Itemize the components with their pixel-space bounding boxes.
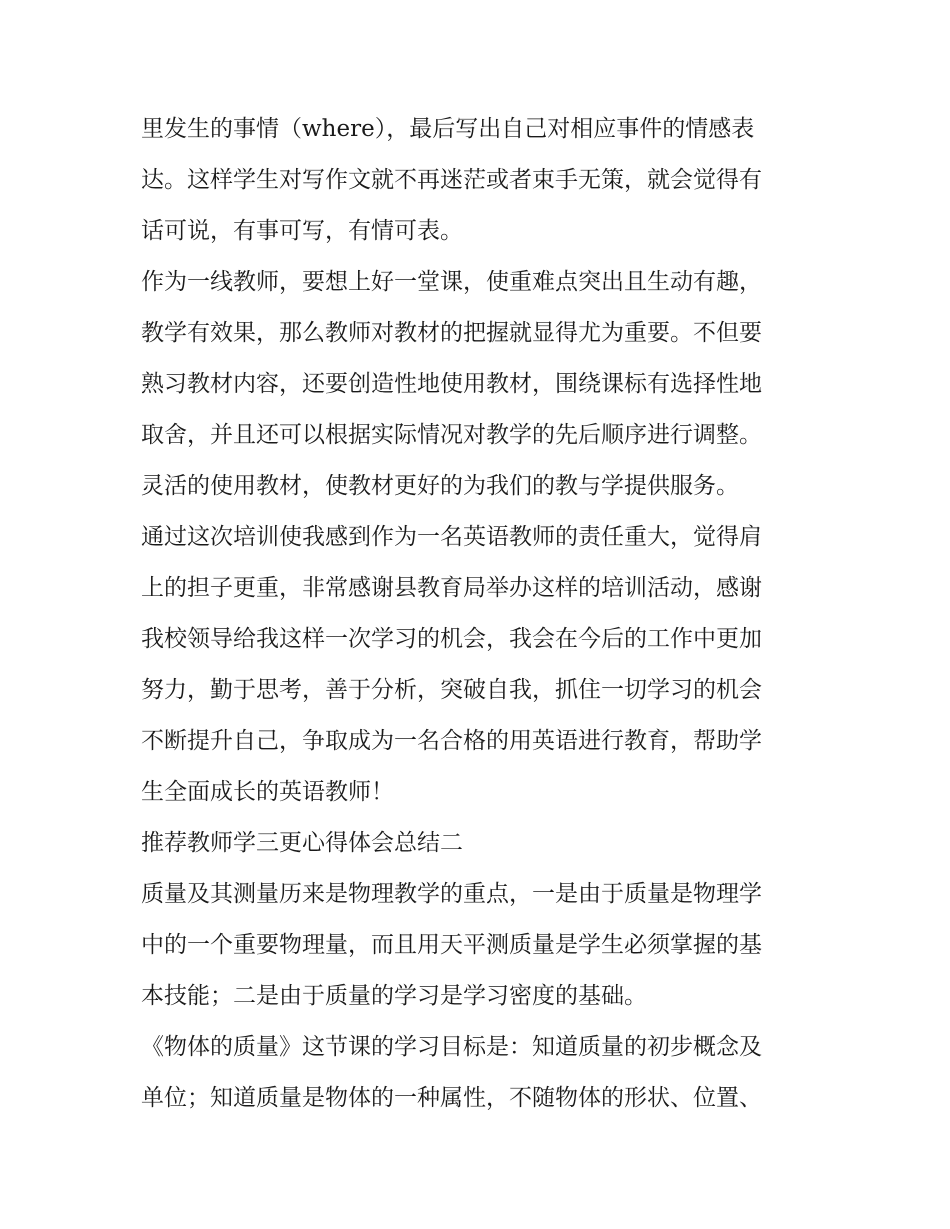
text-line: 上的担子更重，非常感谢县教育局举办这样的培训活动，感谢 — [141, 575, 762, 601]
text-line: 教学有效果，那么教师对教材的把握就显得尤为重要。不但要 — [141, 320, 762, 346]
text-line: 努力，勤于思考，善于分析，突破自我，抓住一切学习的机会 — [141, 677, 762, 703]
section-heading: 推荐教师学三更心得体会总结二 — [141, 830, 463, 856]
text-line: 《物体的质量》这节课的学习目标是：知道质量的初步概念及 — [141, 1034, 762, 1060]
text-line: 达。这样学生对写作文就不再迷茫或者束手无策，就会觉得有 — [141, 167, 762, 193]
text-line: 熟习教材内容，还要创造性地使用教材，围绕课标有选择性地 — [141, 371, 762, 397]
text-line: 生全面成长的英语教师！ — [141, 779, 394, 805]
text-line: 作为一线教师，要想上好一堂课，使重难点突出且生动有趣， — [141, 269, 762, 295]
text-line: 质量及其测量历来是物理教学的重点，一是由于质量是物理学 — [141, 881, 762, 907]
document-body — [141, 104, 821, 1124]
text-line: 本技能；二是由于质量的学习是学习密度的基础。 — [141, 983, 647, 1009]
text-line: 里发生的事情（where），最后写出自己对相应事件的情感表 — [141, 116, 755, 142]
text-line: 话可说，有事可写，有情可表。 — [141, 218, 463, 244]
text-line: 单位；知道质量是物体的一种属性，不随物体的形状、位置、 — [141, 1085, 762, 1111]
text-line: 灵活的使用教材，使教材更好的为我们的教与学提供服务。 — [141, 473, 739, 499]
text-line: 通过这次培训使我感到作为一名英语教师的责任重大，觉得肩 — [141, 524, 762, 550]
text-line: 取舍，并且还可以根据实际情况对教学的先后顺序进行调整。 — [141, 422, 762, 448]
text-line: 我校领导给我这样一次学习的机会，我会在今后的工作中更加 — [141, 626, 762, 652]
text-line: 中的一个重要物理量，而且用天平测质量是学生必须掌握的基 — [141, 932, 762, 958]
text-line: 不断提升自己，争取成为一名合格的用英语进行教育，帮助学 — [141, 728, 762, 754]
